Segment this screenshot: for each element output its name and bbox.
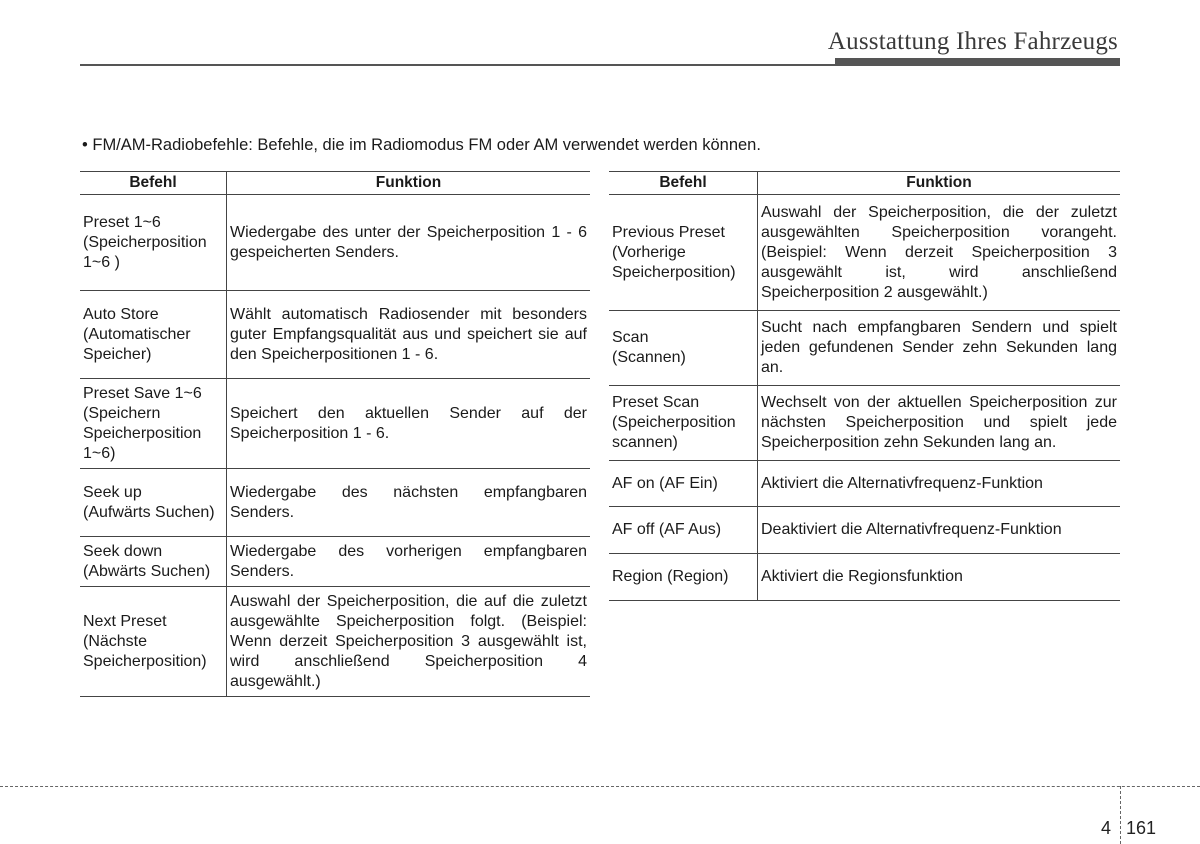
function-cell: Speichert den aktuellen Sender auf der Speicherposition 1 - 6. (227, 379, 591, 469)
page-section-title: Ausstattung Ihres Fahrzeugs (827, 28, 1118, 55)
command-cell (80, 469, 227, 537)
command-translation: (Automatischer Speicher) (83, 325, 191, 363)
function-cell: Auswahl der Speicherposition, die auf die zuletzt ausgewählte Speicherposition folgt. (Beispiel: Wenn derzeit Speicherposition 3 ausgewählt ist, wird anschließend Speicherposition 4 ausgewählt.) (227, 587, 591, 697)
command-name: Previous Preset (612, 223, 725, 241)
command-translation: (Speicherposition scannen) (612, 414, 736, 451)
column-header-function: Funktion (758, 172, 1121, 195)
left-command-table (80, 171, 590, 697)
command-name: Seek up (83, 483, 142, 501)
chapter-number: 4 (1101, 818, 1112, 838)
command-translation: (Scannen) (612, 349, 686, 366)
function-cell: Wiedergabe des unter der Speicherposition 1 - 6 gespeicherten Senders. (227, 195, 591, 291)
command-cell (609, 554, 758, 601)
table-row (80, 379, 590, 469)
column-header-command: Befehl (80, 172, 227, 195)
table-row (609, 311, 1120, 386)
table-row (80, 195, 590, 291)
command-cell (80, 291, 227, 379)
footer-divider (0, 786, 1200, 787)
table-row (80, 469, 590, 537)
column-header-command: Befehl (609, 172, 758, 195)
function-cell: Sucht nach empfangbaren Sendern und spielt jeden gefundenen Sender zehn Sekunden lang an. (758, 311, 1121, 386)
footer-page-separator (1120, 786, 1121, 844)
header-divider (80, 64, 1120, 66)
function-cell: Wählt automatisch Radiosender mit besonders guter Empfangsqualität aus und speichert sie auf den Speicherpositionen 1 - 6. (227, 291, 591, 379)
command-translation: (Speicherposition 1~6 ) (83, 233, 207, 271)
command-name: Auto Store (83, 305, 159, 323)
command-cell (609, 461, 758, 507)
function-cell: Wiedergabe des nächsten empfangbaren Senders. (227, 469, 591, 537)
command-name: Next Preset (83, 612, 167, 630)
command-cell (80, 537, 227, 587)
command-cell (80, 195, 227, 291)
command-name: Preset 1~6 (83, 213, 161, 231)
right-command-table (609, 171, 1120, 601)
intro-text: • FM/AM-Radiobefehle: Befehle, die im Radiomodus FM oder AM verwendet werden können. (82, 136, 761, 154)
table-row (80, 291, 590, 379)
command-cell (609, 507, 758, 554)
table-row (80, 537, 590, 587)
function-cell: Wechselt von der aktuellen Speicherposition zur nächsten Speicherposition und spielt jede Speicherposition zehn Sekunden lang an. (758, 386, 1121, 461)
table-header-row (80, 172, 590, 195)
column-header-function: Funktion (227, 172, 591, 195)
function-cell: Aktiviert die Alternativfrequenz-Funktion (758, 461, 1121, 507)
table-row (609, 461, 1120, 507)
command-cell (609, 311, 758, 386)
command-name: Preset Scan (612, 394, 700, 411)
command-cell (80, 379, 227, 469)
function-cell: Wiedergabe des vorherigen empfangbaren Senders. (227, 537, 591, 587)
command-name: Region (Region) (612, 568, 729, 585)
command-name: AF on (AF Ein) (612, 474, 718, 492)
command-cell (80, 587, 227, 697)
table-row (609, 554, 1120, 601)
function-cell: Aktiviert die Regionsfunktion (758, 554, 1121, 601)
command-translation: (Nächste Speicherposition) (83, 632, 207, 670)
table-row (609, 386, 1120, 461)
page-number: 161 (1126, 818, 1157, 838)
table-row (80, 587, 590, 697)
command-translation: (Vorherige Speicherposition) (612, 243, 736, 281)
table-row (609, 507, 1120, 554)
function-cell: Deaktiviert die Alternativfrequenz-Funktion (758, 507, 1121, 554)
function-cell: Auswahl der Speicherposition, die der zuletzt ausgewählten Speicherposition vorangeht. (Beispiel: Wenn derzeit Speicherposition 3 ausgewählt ist, wird anschließend Speicherposition 2 ausgewählt.) (758, 195, 1121, 311)
command-name: Scan (612, 329, 649, 346)
command-cell (609, 195, 758, 311)
command-name: AF off (AF Aus) (612, 521, 722, 538)
command-cell (609, 386, 758, 461)
table-row (609, 195, 1120, 311)
table-header-row (609, 172, 1120, 195)
command-translation: (Speichern Speicherposition 1~6) (83, 404, 202, 462)
command-name: Preset Save 1~6 (83, 384, 202, 402)
command-translation: (Aufwärts Suchen) (83, 503, 215, 521)
command-translation: (Abwärts Suchen) (83, 562, 211, 580)
command-name: Seek down (83, 542, 163, 560)
